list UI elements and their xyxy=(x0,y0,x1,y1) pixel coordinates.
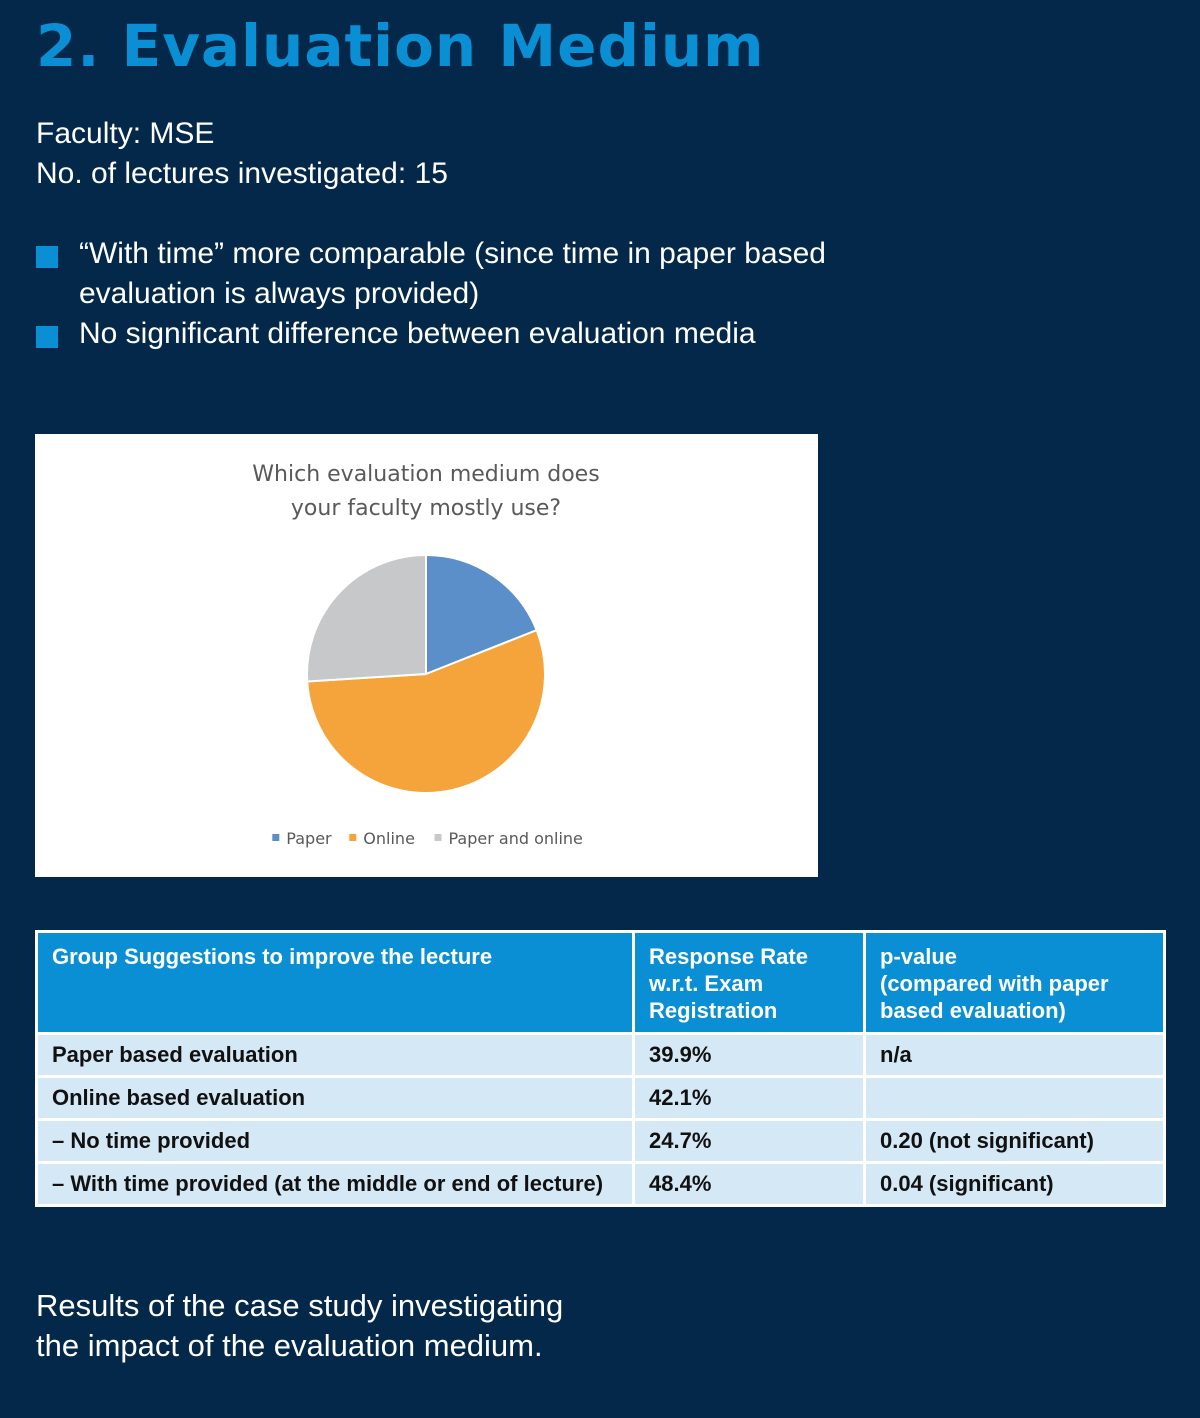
chart-title-line: your faculty mostly use? xyxy=(290,496,562,521)
key-finding-text-line: evaluation is always provided) xyxy=(79,277,480,310)
key-findings-list xyxy=(36,234,1036,354)
study-info xyxy=(36,114,448,194)
table-cell: 0.20 (not significant) xyxy=(865,1120,1165,1163)
key-finding-item xyxy=(36,234,1036,314)
legend-swatch xyxy=(349,834,356,841)
pie-slice-paper-and-online xyxy=(307,555,426,681)
key-finding-item xyxy=(36,314,1036,354)
caption-line: Results of the case study investigating xyxy=(36,1288,564,1323)
table-cell: n/a xyxy=(865,1034,1165,1077)
legend-label: Paper and online xyxy=(448,829,583,848)
key-finding-text-line: “With time” more comparable (since time in paper based xyxy=(79,237,826,270)
column-header-line: Group Suggestions to improve the lecture xyxy=(52,944,493,969)
caption-line: the impact of the evaluation medium. xyxy=(36,1328,543,1363)
response-rate-table xyxy=(35,930,1166,1207)
pie-chart-panel xyxy=(35,434,818,877)
pie-slices xyxy=(307,555,545,793)
chart-title-line: Which evaluation medium does xyxy=(252,462,600,487)
table-cell: – No time provided xyxy=(37,1120,634,1163)
column-header xyxy=(865,932,1165,1034)
column-header-line: Registration xyxy=(649,998,778,1023)
table-row xyxy=(37,1034,1165,1077)
table-row xyxy=(37,1120,1165,1163)
column-header xyxy=(37,932,634,1034)
table-cell: Paper based evaluation xyxy=(37,1034,634,1077)
column-header-line: p-value xyxy=(880,944,958,969)
legend-label: Online xyxy=(363,829,415,848)
chart-legend xyxy=(272,829,583,848)
legend-swatch xyxy=(435,834,442,841)
table-cell: – With time provided (at the middle or end of lecture) xyxy=(37,1163,634,1206)
legend-swatch xyxy=(272,834,279,841)
table-cell: 0.04 (significant) xyxy=(865,1163,1165,1206)
faculty-line: Faculty: MSE xyxy=(36,117,215,150)
table-cell: 39.9% xyxy=(634,1034,865,1077)
lectures-count-line: No. of lectures investigated: 15 xyxy=(36,157,448,190)
column-header-line: based evaluation) xyxy=(880,998,1066,1023)
table-cell: 48.4% xyxy=(634,1163,865,1206)
column-header-line: w.r.t. Exam xyxy=(649,971,764,996)
square-bullet-icon xyxy=(36,326,58,348)
column-header-line: (compared with paper xyxy=(880,971,1109,996)
table-row xyxy=(37,1163,1165,1206)
table-cell: 42.1% xyxy=(634,1077,865,1120)
pie-chart xyxy=(35,434,818,877)
column-header xyxy=(634,932,865,1034)
table-header-row xyxy=(37,932,1165,1034)
table-cell: 24.7% xyxy=(634,1120,865,1163)
figure-caption xyxy=(36,1286,836,1366)
page-title: 2. Evaluation Medium xyxy=(36,12,765,80)
table-cell xyxy=(865,1077,1165,1120)
table-cell: Online based evaluation xyxy=(37,1077,634,1120)
square-bullet-icon xyxy=(36,246,58,268)
column-header-line: Response Rate xyxy=(649,944,808,969)
key-finding-text-line: No significant difference between evaluation media xyxy=(79,317,756,350)
legend-label: Paper xyxy=(286,829,332,848)
table-row xyxy=(37,1077,1165,1120)
